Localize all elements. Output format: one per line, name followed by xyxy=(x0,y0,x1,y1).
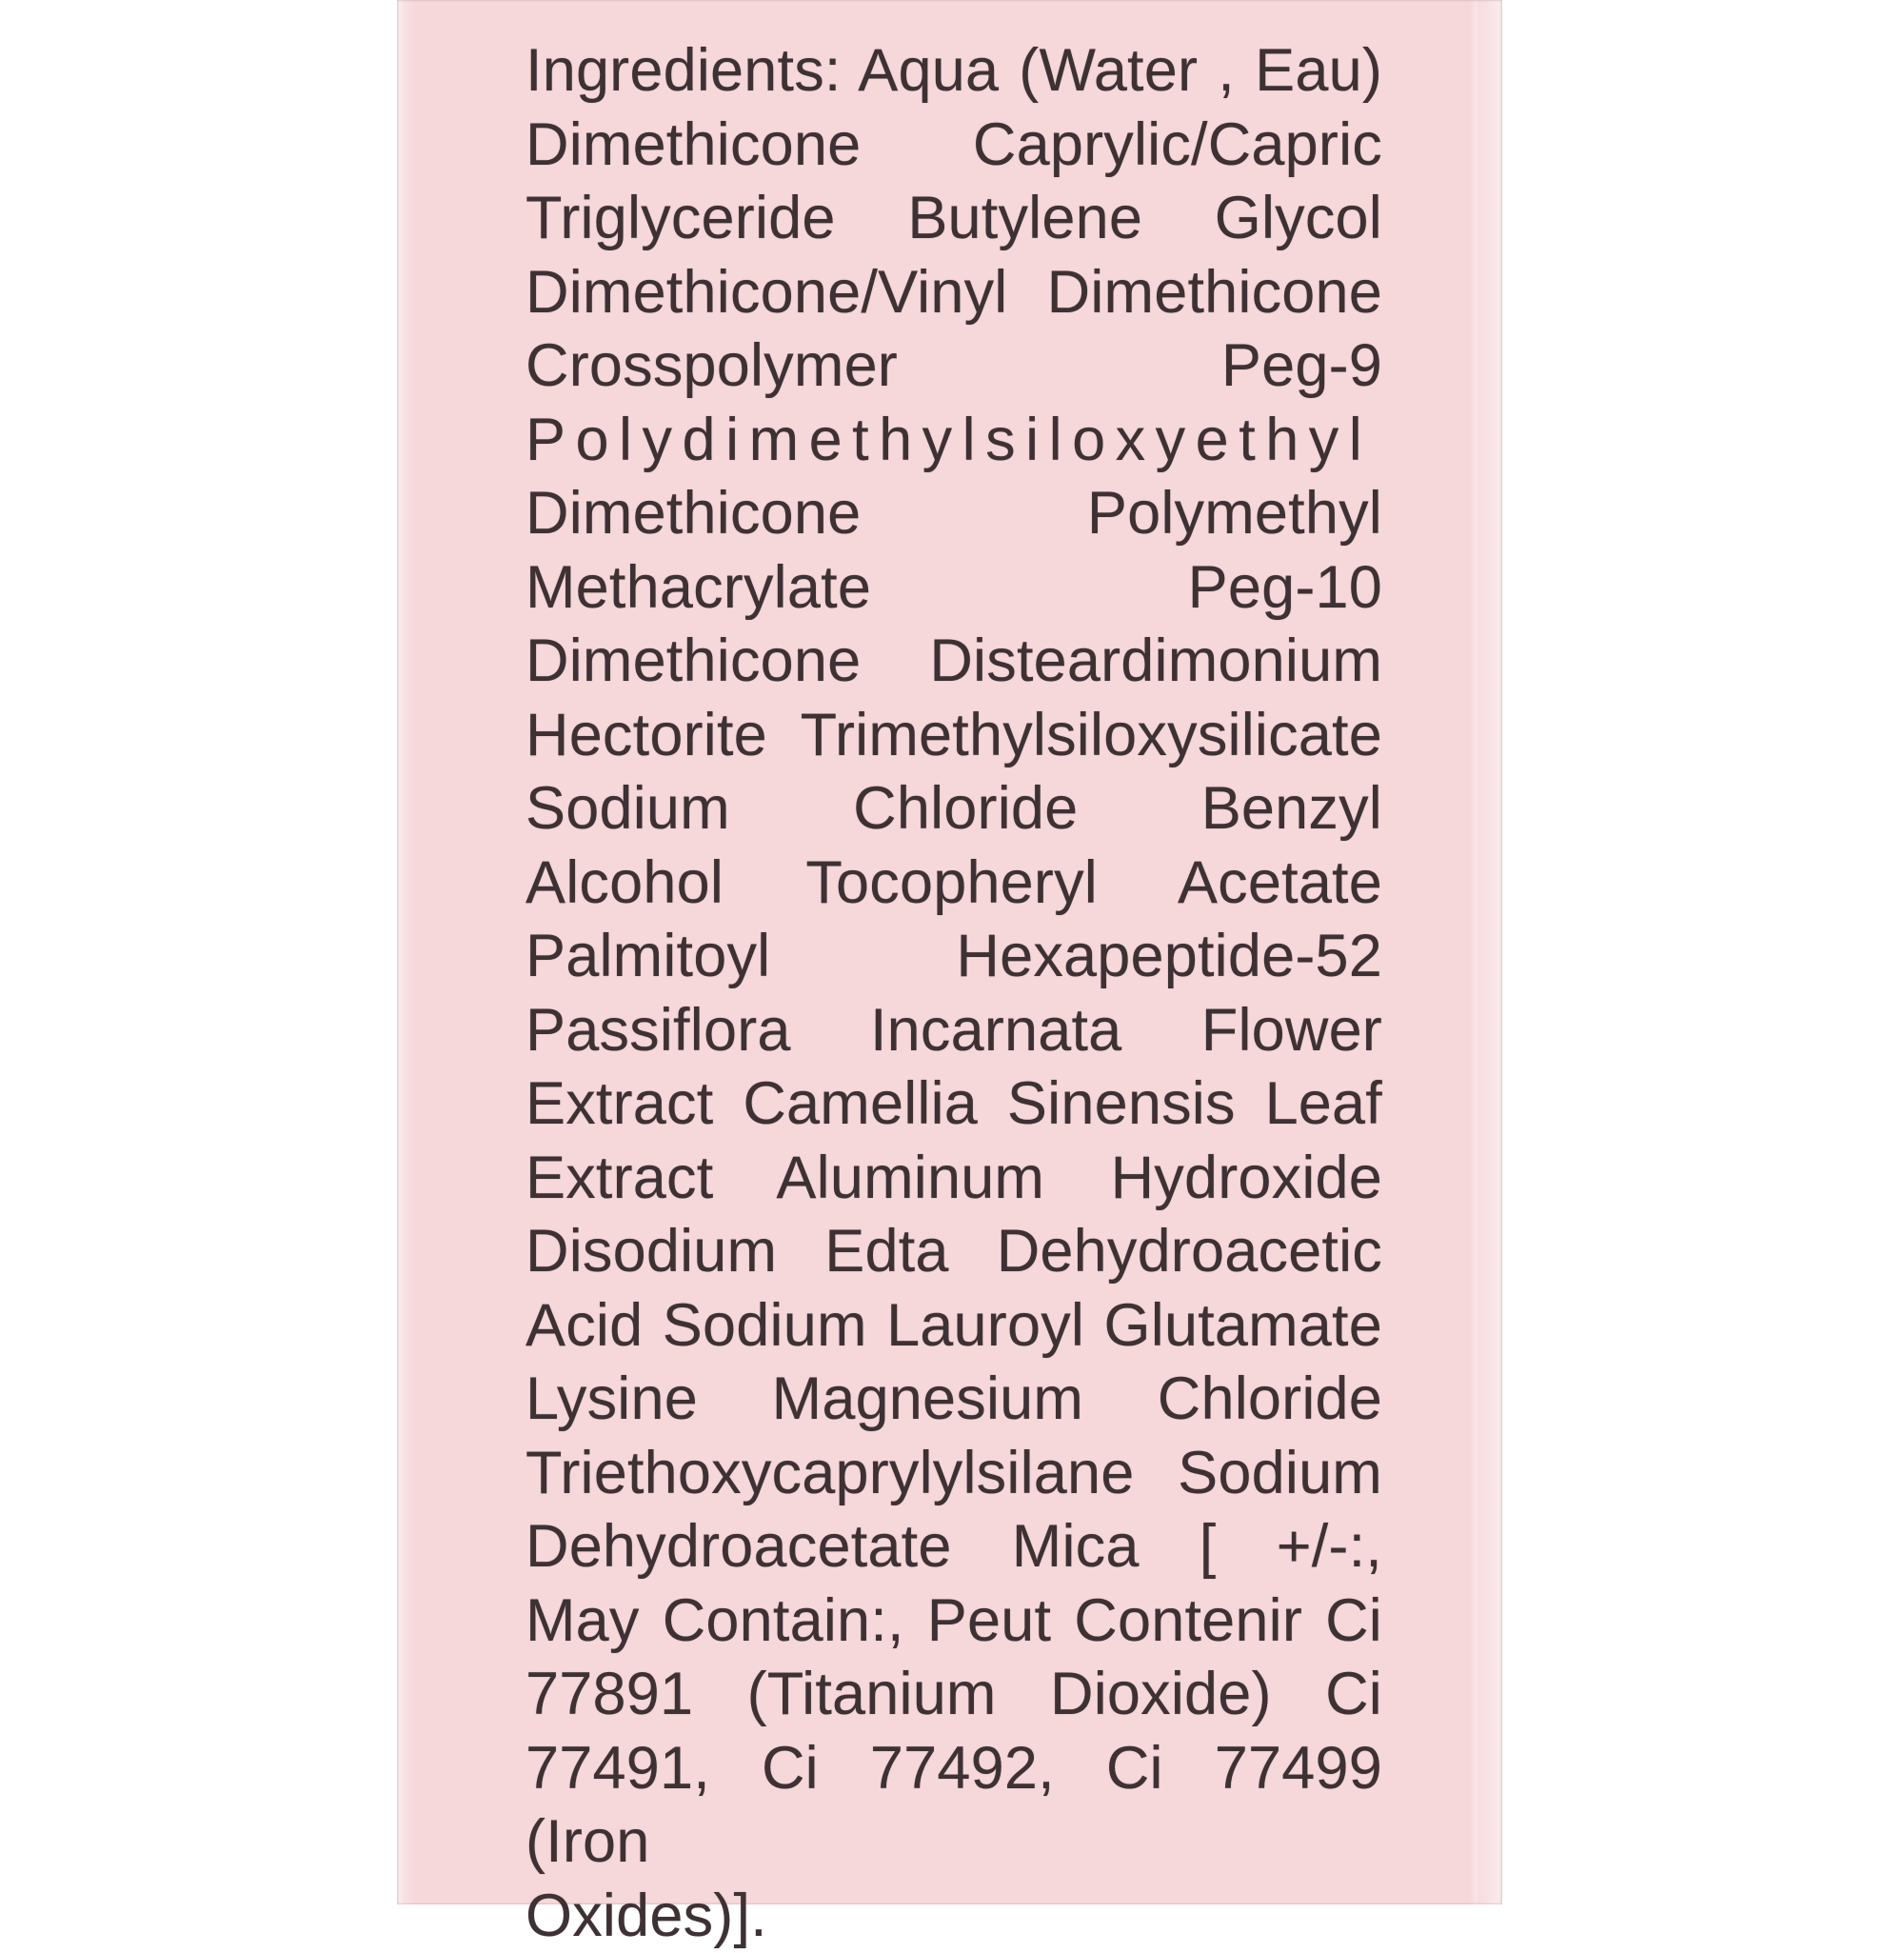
ingredients-line-22: May Contain:, Peut Contenir Ci xyxy=(526,1584,1382,1659)
ingredients-line-4: Dimethicone/Vinyl Dimethicone xyxy=(526,256,1382,330)
ingredients-line-2: Dimethicone Caprylic/Capric xyxy=(526,109,1382,183)
ingredients-line-18: Acid Sodium Lauroyl Glutamate xyxy=(526,1289,1382,1364)
ingredients-line-11: Sodium Chloride Benzyl xyxy=(526,772,1382,847)
ingredients-line-24: 77491, Ci 77492, Ci 77499 (Iron xyxy=(526,1732,1382,1880)
ingredients-line-1: Ingredients: Aqua (Water , Eau) xyxy=(526,34,1382,109)
ingredients-line-3: Triglyceride Butylene Glycol xyxy=(526,182,1382,256)
ingredients-line-16: Extract Aluminum Hydroxide xyxy=(526,1142,1382,1216)
ingredients-line-6: Polydimethylsiloxyethyl xyxy=(526,404,1382,478)
ingredients-line-9: Dimethicone Disteardimonium xyxy=(526,625,1382,699)
ingredients-line-23: 77891 (Titanium Dioxide) Ci xyxy=(526,1658,1382,1732)
ingredients-line-12: Alcohol Tocopheryl Acetate xyxy=(526,847,1382,921)
ingredients-line-20: Triethoxycaprylylsilane Sodium xyxy=(526,1437,1382,1511)
ingredients-line-14: Passiflora Incarnata Flower xyxy=(526,994,1382,1068)
ingredients-line-21: Dehydroacetate Mica [ +/-:, xyxy=(526,1510,1382,1584)
ingredients-line-10: Hectorite Trimethylsiloxysilicate xyxy=(526,699,1382,773)
ingredients-line-25: Oxides)]. xyxy=(526,1880,1382,1953)
ingredients-line-7: Dimethicone Polymethyl xyxy=(526,477,1382,551)
ingredients-list xyxy=(526,34,1382,1953)
ingredients-line-15: Extract Camellia Sinensis Leaf xyxy=(526,1067,1382,1142)
ingredients-line-8: Methacrylate Peg-10 xyxy=(526,551,1382,626)
ingredients-line-19: Lysine Magnesium Chloride xyxy=(526,1363,1382,1437)
ingredients-line-5: Crosspolymer Peg-9 xyxy=(526,329,1382,404)
product-box-panel xyxy=(397,0,1502,1904)
ingredients-line-13: Palmitoyl Hexapeptide-52 xyxy=(526,920,1382,994)
ingredients-line-17: Disodium Edta Dehydroacetic xyxy=(526,1215,1382,1289)
